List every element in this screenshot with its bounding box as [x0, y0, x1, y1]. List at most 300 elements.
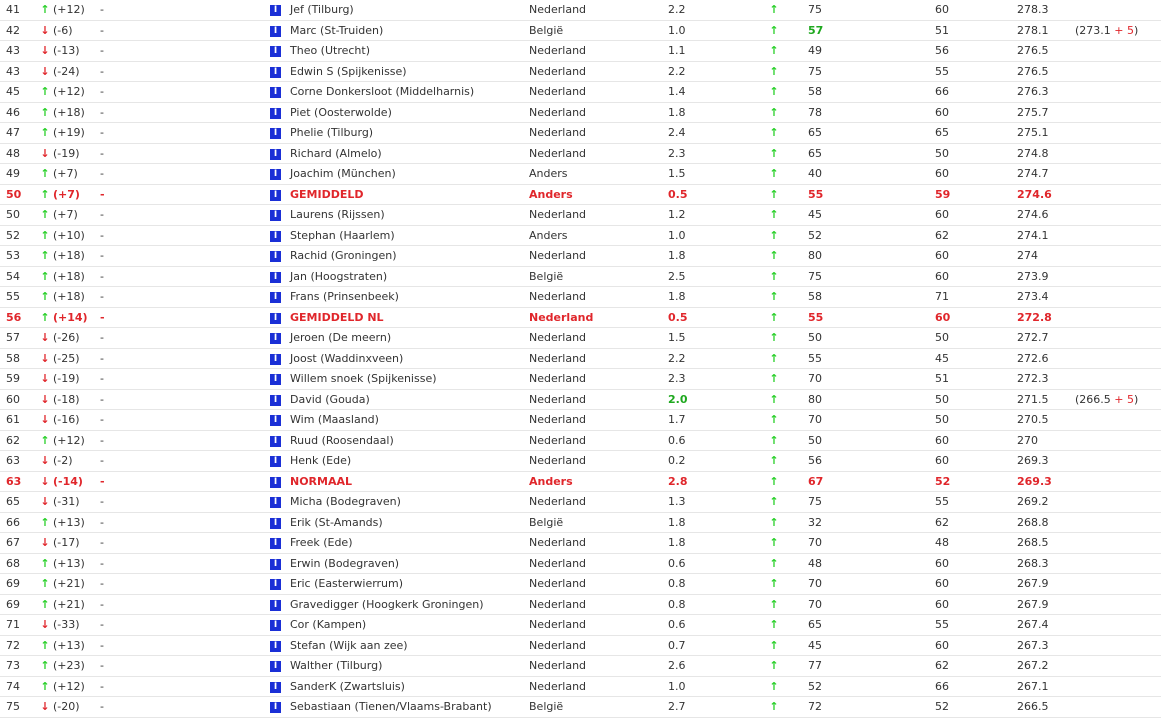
player-name[interactable]: Joachim (München) [290, 167, 396, 180]
player-name[interactable]: David (Gouda) [290, 392, 370, 406]
table-row [0, 513, 1161, 534]
player-flag-icon[interactable]: I [270, 374, 281, 385]
dash: - [100, 23, 104, 37]
value: 52 [935, 700, 949, 713]
arrow-up-icon: ↑ [769, 167, 779, 180]
total: 267.2 [1017, 659, 1049, 672]
table-row [0, 246, 1161, 267]
value: 60 [935, 433, 949, 447]
total: 270 [1017, 433, 1038, 447]
rank: 75 [6, 700, 20, 713]
value: 45 [935, 351, 949, 365]
points: 55 [808, 187, 824, 201]
table-row [0, 164, 1161, 185]
total: 275.7 [1017, 105, 1049, 119]
country: België [529, 23, 564, 37]
country: Nederland [529, 536, 587, 549]
total: 267.9 [1017, 577, 1049, 590]
bonus-base: (273.1 [1075, 23, 1115, 37]
value: 60 [935, 167, 949, 180]
country: Anders [529, 474, 573, 488]
dash: - [100, 372, 104, 385]
arrow-up-icon: ↑ [40, 679, 50, 693]
rank: 42 [6, 23, 20, 37]
player-name[interactable]: Gravedigger (Hoogkerk Groningen) [290, 597, 484, 611]
arrow-down-icon: ↓ [40, 454, 50, 467]
player-name[interactable]: SanderK (Zwartsluis) [290, 679, 405, 693]
table-row [0, 636, 1161, 657]
score: 2.8 [668, 474, 688, 488]
total: 267.1 [1017, 679, 1049, 693]
country: Nederland [529, 105, 587, 119]
points: 40 [808, 167, 822, 180]
arrow-up-icon: ↑ [769, 413, 779, 426]
score: 2.3 [668, 146, 686, 160]
total: 269.3 [1017, 474, 1052, 488]
value: 60 [935, 556, 949, 570]
total: 272.3 [1017, 372, 1049, 385]
rank: 43 [6, 44, 20, 57]
total: 272.7 [1017, 331, 1049, 344]
player-name[interactable]: Jan (Hoogstraten) [290, 269, 388, 283]
player-name[interactable]: Frans (Prinsenbeek) [290, 290, 399, 303]
dash: - [100, 433, 104, 447]
dash: - [100, 679, 104, 693]
score: 0.7 [668, 638, 686, 652]
rank-change: (+7) [53, 208, 78, 221]
value: 60 [935, 310, 951, 324]
arrow-up-icon: ↑ [40, 659, 50, 672]
player-name[interactable]: Laurens (Rijssen) [290, 208, 385, 221]
player-flag-icon[interactable]: I [270, 333, 281, 344]
points: 56 [808, 454, 822, 467]
total: 274.1 [1017, 228, 1049, 242]
table-row [0, 656, 1161, 677]
player-name[interactable]: GEMIDDELD NL [290, 310, 384, 324]
player-flag-icon[interactable]: I [270, 497, 281, 508]
value: 62 [935, 515, 949, 529]
player-name[interactable]: Stephan (Haarlem) [290, 228, 395, 242]
rank-change: (-6) [53, 23, 73, 37]
arrow-down-icon: ↓ [40, 372, 50, 385]
player-flag-icon[interactable]: I [270, 579, 281, 590]
player-name[interactable]: Joost (Waddinxveen) [290, 351, 404, 365]
points: 55 [808, 310, 824, 324]
arrow-up-icon: ↑ [769, 351, 779, 365]
value: 51 [935, 23, 949, 37]
rank: 72 [6, 638, 20, 652]
value: 55 [935, 495, 949, 508]
score: 2.0 [668, 392, 688, 406]
arrow-up-icon: ↑ [769, 23, 779, 37]
table-row [0, 62, 1161, 83]
player-flag-icon[interactable]: I [270, 128, 281, 139]
arrow-down-icon: ↓ [40, 23, 50, 37]
value: 60 [935, 577, 949, 590]
points: 45 [808, 208, 822, 221]
player-flag-icon[interactable]: I [270, 456, 281, 467]
player-name[interactable]: Jeroen (De meern) [290, 331, 392, 344]
table-row [0, 103, 1161, 124]
player-flag-icon[interactable]: I [270, 641, 281, 652]
country: België [529, 515, 564, 529]
player-name[interactable]: Corne Donkersloot (Middelharnis) [290, 85, 475, 98]
player-flag-icon[interactable]: I [270, 620, 281, 631]
country: Nederland [529, 413, 587, 426]
arrow-up-icon: ↑ [769, 474, 779, 488]
points: 78 [808, 105, 822, 119]
rank-change: (-33) [53, 618, 80, 631]
player-flag-icon[interactable]: I [270, 415, 281, 426]
player-name[interactable]: Erwin (Bodegraven) [290, 556, 400, 570]
player-name[interactable]: Stefan (Wijk aan zee) [290, 638, 408, 652]
arrow-up-icon: ↑ [769, 310, 779, 324]
table-row [0, 554, 1161, 575]
points: 70 [808, 372, 822, 385]
country: Nederland [529, 495, 587, 508]
total: 267.3 [1017, 638, 1049, 652]
arrow-up-icon: ↑ [40, 228, 50, 242]
rank: 45 [6, 85, 20, 98]
dash: - [100, 105, 104, 119]
total: 278.3 [1017, 3, 1049, 16]
player-name[interactable]: Rachid (Groningen) [290, 249, 397, 262]
player-flag-icon[interactable]: I [270, 313, 281, 324]
table-row [0, 267, 1161, 288]
table-row [0, 533, 1161, 554]
value: 48 [935, 536, 949, 549]
total: 273.4 [1017, 290, 1049, 303]
points: 32 [808, 515, 822, 529]
score: 1.8 [668, 249, 686, 262]
player-name[interactable]: Phelie (Tilburg) [290, 126, 374, 139]
arrow-up-icon: ↑ [769, 536, 779, 549]
value: 62 [935, 228, 949, 242]
country: Nederland [529, 577, 587, 590]
table-row [0, 123, 1161, 144]
points: 75 [808, 269, 822, 283]
points: 67 [808, 474, 824, 488]
points: 49 [808, 44, 822, 57]
player-flag-icon[interactable]: I [270, 210, 281, 221]
player-flag-icon[interactable]: I [270, 67, 281, 78]
player-name[interactable]: Piet (Oosterwolde) [290, 105, 392, 119]
points: 80 [808, 249, 822, 262]
player-flag-icon[interactable]: I [270, 272, 281, 283]
player-name[interactable]: Erik (St-Amands) [290, 515, 383, 529]
total: 267.9 [1017, 597, 1049, 611]
player-flag-icon[interactable]: I [270, 87, 281, 98]
player-name[interactable]: Edwin S (Spijkenisse) [290, 64, 407, 78]
country: Nederland [529, 392, 587, 406]
player-name[interactable]: NORMAAL [290, 474, 353, 488]
arrow-up-icon: ↑ [769, 228, 779, 242]
total: 266.5 [1017, 700, 1049, 713]
arrow-up-icon: ↑ [40, 290, 50, 303]
table-row [0, 390, 1161, 411]
rank-change: (+21) [53, 577, 85, 590]
player-flag-icon[interactable]: I [270, 5, 281, 16]
player-name[interactable]: Walther (Tilburg) [290, 659, 383, 672]
dash: - [100, 146, 104, 160]
rank: 53 [6, 249, 20, 262]
points: 75 [808, 64, 822, 78]
arrow-up-icon: ↑ [769, 331, 779, 344]
table-row [0, 308, 1161, 329]
rank: 67 [6, 536, 20, 549]
arrow-up-icon: ↑ [769, 454, 779, 467]
table-row [0, 349, 1161, 370]
country: Nederland [529, 638, 587, 652]
dash: - [100, 310, 105, 324]
player-flag-icon[interactable]: I [270, 395, 281, 406]
points: 70 [808, 597, 822, 611]
country: Nederland [529, 454, 587, 467]
arrow-up-icon: ↑ [40, 638, 50, 652]
arrow-down-icon: ↓ [40, 413, 50, 426]
score: 0.6 [668, 556, 686, 570]
player-flag-icon[interactable]: I [270, 559, 281, 570]
rank-change: (-19) [53, 146, 80, 160]
value: 62 [935, 659, 949, 672]
arrow-up-icon: ↑ [40, 433, 50, 447]
rank-change: (+12) [53, 85, 85, 98]
points: 77 [808, 659, 822, 672]
player-name[interactable]: Wim (Maasland) [290, 413, 379, 426]
table-row [0, 595, 1161, 616]
dash: - [100, 249, 104, 262]
player-name[interactable]: Freek (Ede) [290, 536, 353, 549]
player-name[interactable]: Eric (Easterwierrum) [290, 577, 404, 590]
total: 276.5 [1017, 64, 1049, 78]
player-name[interactable]: Jef (Tilburg) [290, 3, 354, 16]
country: Nederland [529, 556, 587, 570]
rank: 55 [6, 290, 20, 303]
table-row [0, 492, 1161, 513]
total: 271.5 [1017, 392, 1049, 406]
arrow-up-icon: ↑ [769, 3, 779, 16]
rank: 69 [6, 577, 20, 590]
arrow-up-icon: ↑ [40, 577, 50, 590]
score: 1.8 [668, 536, 686, 549]
bonus-close: ) [1134, 23, 1139, 37]
player-name[interactable]: Henk (Ede) [290, 454, 352, 467]
score: 2.2 [668, 3, 686, 16]
table-row [0, 431, 1161, 452]
dash: - [100, 659, 104, 672]
points: 45 [808, 638, 822, 652]
score: 1.8 [668, 290, 686, 303]
country: Nederland [529, 64, 587, 78]
dash: - [100, 290, 104, 303]
bonus-base: (266.5 [1075, 392, 1115, 406]
country: Nederland [529, 249, 587, 262]
arrow-down-icon: ↓ [40, 474, 50, 488]
points: 50 [808, 433, 822, 447]
rank-change: (-20) [53, 700, 80, 713]
country: Nederland [529, 290, 587, 303]
table-row [0, 205, 1161, 226]
arrow-down-icon: ↓ [40, 331, 50, 344]
score: 2.7 [668, 700, 686, 713]
points: 75 [808, 3, 822, 16]
table-row [0, 328, 1161, 349]
score: 1.1 [668, 44, 686, 57]
player-flag-icon[interactable]: I [270, 26, 281, 37]
player-name[interactable]: Cor (Kampen) [290, 618, 367, 631]
player-flag-icon[interactable]: I [270, 231, 281, 242]
rank-change: (+21) [53, 597, 85, 611]
player-name[interactable]: GEMIDDELD [290, 187, 364, 201]
table-row [0, 0, 1161, 21]
score: 2.3 [668, 372, 686, 385]
player-flag-icon[interactable]: I [270, 661, 281, 672]
bonus-note [1075, 21, 1138, 41]
score: 2.2 [668, 351, 686, 365]
rank: 61 [6, 413, 20, 426]
rank-change: (-16) [53, 413, 80, 426]
rank-change: (-19) [53, 372, 80, 385]
arrow-up-icon: ↑ [40, 597, 50, 611]
player-flag-icon[interactable]: I [270, 292, 281, 303]
score: 2.2 [668, 64, 686, 78]
dash: - [100, 597, 104, 611]
rank-change: (+18) [53, 269, 85, 283]
country: België [529, 269, 564, 283]
player-flag-icon[interactable]: I [270, 702, 281, 713]
player-flag-icon[interactable]: I [270, 108, 281, 119]
player-flag-icon[interactable]: I [270, 251, 281, 262]
total: 268.3 [1017, 556, 1049, 570]
rank-change: (+10) [53, 228, 85, 242]
score: 2.5 [668, 269, 686, 283]
dash: - [100, 187, 105, 201]
player-flag-icon[interactable]: I [270, 477, 281, 488]
dash: - [100, 228, 104, 242]
player-name[interactable]: Richard (Almelo) [290, 146, 382, 160]
country: Nederland [529, 85, 587, 98]
arrow-up-icon: ↑ [769, 85, 779, 98]
score: 2.4 [668, 126, 686, 139]
player-flag-icon[interactable]: I [270, 682, 281, 693]
arrow-up-icon: ↑ [769, 679, 779, 693]
rank-change: (+12) [53, 433, 85, 447]
player-flag-icon[interactable]: I [270, 436, 281, 447]
points: 48 [808, 556, 822, 570]
score: 1.0 [668, 679, 686, 693]
dash: - [100, 331, 104, 344]
score: 0.5 [668, 187, 688, 201]
points: 50 [808, 331, 822, 344]
player-flag-icon[interactable]: I [270, 600, 281, 611]
table-row [0, 615, 1161, 636]
country: Nederland [529, 331, 587, 344]
rank: 62 [6, 433, 20, 447]
dash: - [100, 126, 104, 139]
table-row [0, 41, 1161, 62]
country: Nederland [529, 597, 587, 611]
rank-change: (+12) [53, 3, 85, 16]
arrow-up-icon: ↑ [40, 249, 50, 262]
player-flag-icon[interactable]: I [270, 169, 281, 180]
rank-change: (+7) [53, 167, 78, 180]
total: 275.1 [1017, 126, 1049, 139]
score: 2.6 [668, 659, 686, 672]
country: Nederland [529, 126, 587, 139]
arrow-up-icon: ↑ [769, 638, 779, 652]
arrow-down-icon: ↓ [40, 495, 50, 508]
player-flag-icon[interactable]: I [270, 46, 281, 57]
player-name[interactable]: Sebastiaan (Tienen/Vlaams-Brabant) [290, 700, 492, 713]
rank-change: (+7) [53, 187, 80, 201]
dash: - [100, 413, 104, 426]
score: 1.8 [668, 105, 686, 119]
rank-change: (-26) [53, 331, 80, 344]
player-flag-icon[interactable]: I [270, 518, 281, 529]
rank: 57 [6, 331, 20, 344]
country: Nederland [529, 679, 587, 693]
rank-change: (+13) [53, 515, 85, 529]
rank: 49 [6, 167, 20, 180]
player-flag-icon[interactable]: I [270, 190, 281, 201]
player-flag-icon[interactable]: I [270, 149, 281, 160]
rank: 60 [6, 392, 20, 406]
points: 80 [808, 392, 822, 406]
value: 60 [935, 208, 949, 221]
value: 55 [935, 618, 949, 631]
score: 1.7 [668, 413, 686, 426]
player-name[interactable]: Micha (Bodegraven) [290, 495, 401, 508]
arrow-down-icon: ↓ [40, 392, 50, 406]
arrow-down-icon: ↓ [40, 44, 50, 57]
rank-change: (-25) [53, 351, 80, 365]
player-name[interactable]: Marc (St-Truiden) [290, 23, 384, 37]
rank: 59 [6, 372, 20, 385]
table-row [0, 144, 1161, 165]
score: 0.8 [668, 597, 686, 611]
total: 269.3 [1017, 454, 1049, 467]
arrow-up-icon: ↑ [769, 515, 779, 529]
dash: - [100, 85, 104, 98]
country: Nederland [529, 146, 587, 160]
player-name[interactable]: Theo (Utrecht) [290, 44, 371, 57]
dash: - [100, 536, 104, 549]
dash: - [100, 556, 104, 570]
player-name[interactable]: Ruud (Roosendaal) [290, 433, 394, 447]
player-flag-icon[interactable]: I [270, 354, 281, 365]
table-row [0, 185, 1161, 206]
arrow-down-icon: ↓ [40, 536, 50, 549]
score: 1.4 [668, 85, 686, 98]
player-flag-icon[interactable]: I [270, 538, 281, 549]
score: 0.2 [668, 454, 686, 467]
arrow-up-icon: ↑ [40, 208, 50, 221]
value: 60 [935, 597, 949, 611]
rank: 41 [6, 3, 20, 16]
dash: - [100, 515, 104, 529]
value: 56 [935, 44, 949, 57]
score: 1.2 [668, 208, 686, 221]
arrow-up-icon: ↑ [40, 3, 50, 16]
table-row [0, 697, 1161, 718]
player-name[interactable]: Willem snoek (Spijkenisse) [290, 372, 437, 385]
total: 269.2 [1017, 495, 1049, 508]
value: 50 [935, 392, 949, 406]
rank: 63 [6, 454, 20, 467]
arrow-up-icon: ↑ [769, 269, 779, 283]
arrow-down-icon: ↓ [40, 351, 50, 365]
value: 60 [935, 454, 949, 467]
